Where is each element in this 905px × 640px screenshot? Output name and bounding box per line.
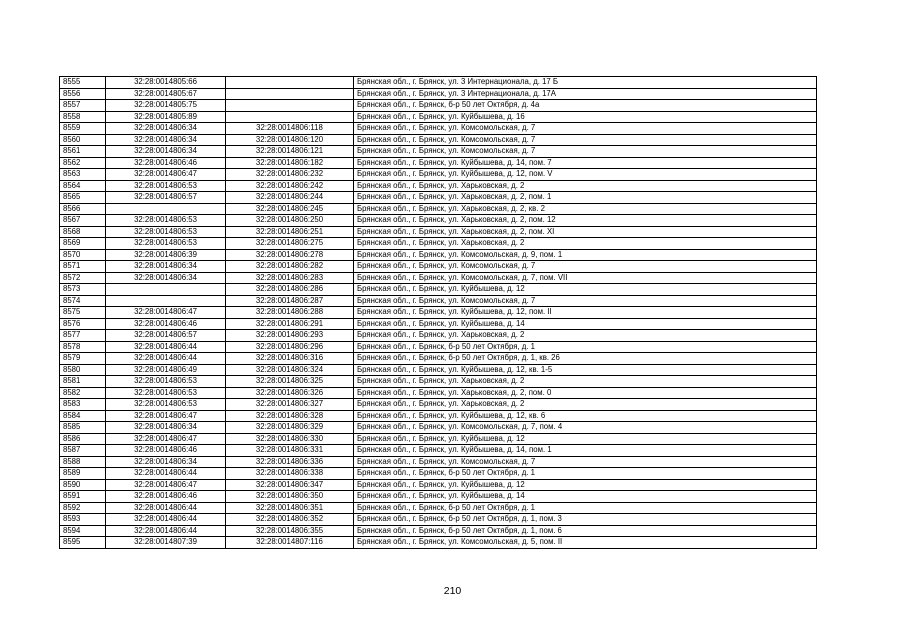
land-plot-cadastral-cell	[106, 203, 226, 215]
address-cell: Брянская обл., г. Брянск, ул. Харьковская, д. 2, пом. 1	[354, 192, 817, 204]
address-cell: Брянская обл., г. Брянск, ул. Комсомольская, д. 7	[354, 261, 817, 273]
row-number-cell: 8577	[60, 330, 106, 342]
land-plot-cadastral-cell: 32:28:0014806:44	[106, 468, 226, 480]
address-cell: Брянская обл., г. Брянск, ул. Комсомольская, д. 7	[354, 456, 817, 468]
object-cadastral-cell: 32:28:0014806:288	[226, 307, 354, 319]
object-cadastral-cell: 32:28:0014806:326	[226, 387, 354, 399]
address-cell: Брянская обл., г. Брянск, ул. Куйбышева, д. 12, пом. II	[354, 307, 817, 319]
object-cadastral-cell: 32:28:0014806:336	[226, 456, 354, 468]
row-number-cell: 8563	[60, 169, 106, 181]
row-number-cell: 8555	[60, 77, 106, 89]
object-cadastral-cell: 32:28:0014806:355	[226, 525, 354, 537]
row-number-cell: 8593	[60, 514, 106, 526]
table-row	[60, 318, 817, 330]
address-cell: Брянская обл., г. Брянск, ул. Куйбышева, д. 12	[354, 433, 817, 445]
table-row	[60, 88, 817, 100]
row-number-cell: 8583	[60, 399, 106, 411]
row-number-cell: 8556	[60, 88, 106, 100]
land-plot-cadastral-cell: 32:28:0014806:44	[106, 353, 226, 365]
table-row	[60, 410, 817, 422]
land-plot-cadastral-cell: 32:28:0014806:46	[106, 318, 226, 330]
table-row	[60, 341, 817, 353]
table-row	[60, 249, 817, 261]
address-cell: Брянская обл., г. Брянск, ул. Харьковская, д. 2	[354, 238, 817, 250]
land-plot-cadastral-cell: 32:28:0014806:34	[106, 134, 226, 146]
land-plot-cadastral-cell: 32:28:0014806:46	[106, 445, 226, 457]
row-number-cell: 8580	[60, 364, 106, 376]
table-row	[60, 330, 817, 342]
row-number-cell: 8560	[60, 134, 106, 146]
object-cadastral-cell: 32:28:0014806:282	[226, 261, 354, 273]
row-number-cell: 8559	[60, 123, 106, 135]
land-plot-cadastral-cell: 32:28:0014806:34	[106, 456, 226, 468]
land-plot-cadastral-cell: 32:28:0014806:47	[106, 307, 226, 319]
land-plot-cadastral-cell: 32:28:0014806:44	[106, 514, 226, 526]
row-number-cell: 8567	[60, 215, 106, 227]
address-cell: Брянская обл., г. Брянск, ул. Куйбышева, д. 12, пом. V	[354, 169, 817, 181]
row-number-cell: 8574	[60, 295, 106, 307]
object-cadastral-cell: 32:28:0014806:251	[226, 226, 354, 238]
table-row	[60, 468, 817, 480]
row-number-cell: 8592	[60, 502, 106, 514]
table-row	[60, 123, 817, 135]
address-cell: Брянская обл., г. Брянск, ул. Харьковская, д. 2, пом. 0	[354, 387, 817, 399]
address-cell: Брянская обл., г. Брянск, б-р 50 лет Октября, д. 1	[354, 341, 817, 353]
registry-table	[59, 76, 817, 549]
object-cadastral-cell	[226, 111, 354, 123]
address-cell: Брянская обл., г. Брянск, ул. Комсомольская, д. 7	[354, 123, 817, 135]
object-cadastral-cell: 32:28:0014806:120	[226, 134, 354, 146]
row-number-cell: 8584	[60, 410, 106, 422]
row-number-cell: 8579	[60, 353, 106, 365]
row-number-cell: 8564	[60, 180, 106, 192]
row-number-cell: 8594	[60, 525, 106, 537]
row-number-cell: 8565	[60, 192, 106, 204]
address-cell: Брянская обл., г. Брянск, ул. Комсомольская, д. 7	[354, 134, 817, 146]
table-row	[60, 203, 817, 215]
land-plot-cadastral-cell: 32:28:0014806:34	[106, 261, 226, 273]
object-cadastral-cell: 32:28:0014806:283	[226, 272, 354, 284]
table-row	[60, 134, 817, 146]
land-plot-cadastral-cell: 32:28:0014806:44	[106, 502, 226, 514]
address-cell: Брянская обл., г. Брянск, ул. Куйбышева, д. 14	[354, 491, 817, 503]
land-plot-cadastral-cell: 32:28:0014807:39	[106, 537, 226, 549]
table-row	[60, 261, 817, 273]
object-cadastral-cell: 32:28:0014806:245	[226, 203, 354, 215]
address-cell: Брянская обл., г. Брянск, ул. Куйбышева, д. 14, пом. 7	[354, 157, 817, 169]
row-number-cell: 8595	[60, 537, 106, 549]
row-number-cell: 8582	[60, 387, 106, 399]
row-number-cell: 8578	[60, 341, 106, 353]
table-row	[60, 77, 817, 89]
land-plot-cadastral-cell: 32:28:0014806:47	[106, 479, 226, 491]
object-cadastral-cell: 32:28:0014806:278	[226, 249, 354, 261]
land-plot-cadastral-cell: 32:28:0014805:66	[106, 77, 226, 89]
address-cell: Брянская обл., г. Брянск, ул. Куйбышева, д. 12, кв. 6	[354, 410, 817, 422]
table-row	[60, 514, 817, 526]
object-cadastral-cell: 32:28:0014806:324	[226, 364, 354, 376]
address-cell: Брянская обл., г. Брянск, б-р 50 лет Октября, д. 1	[354, 468, 817, 480]
object-cadastral-cell: 32:28:0014806:347	[226, 479, 354, 491]
address-cell: Брянская обл., г. Брянск, ул. Комсомольская, д. 7, пом. 4	[354, 422, 817, 434]
land-plot-cadastral-cell: 32:28:0014806:44	[106, 341, 226, 353]
land-plot-cadastral-cell: 32:28:0014806:34	[106, 146, 226, 158]
row-number-cell: 8573	[60, 284, 106, 296]
land-plot-cadastral-cell: 32:28:0014806:44	[106, 525, 226, 537]
land-plot-cadastral-cell: 32:28:0014806:53	[106, 387, 226, 399]
object-cadastral-cell	[226, 88, 354, 100]
object-cadastral-cell: 32:28:0014806:296	[226, 341, 354, 353]
table-row	[60, 353, 817, 365]
object-cadastral-cell: 32:28:0014806:351	[226, 502, 354, 514]
object-cadastral-cell: 32:28:0014806:250	[226, 215, 354, 227]
row-number-cell: 8570	[60, 249, 106, 261]
land-plot-cadastral-cell: 32:28:0014806:39	[106, 249, 226, 261]
row-number-cell: 8588	[60, 456, 106, 468]
address-cell: Брянская обл., г. Брянск, б-р 50 лет Октября, д. 1, пом. 3	[354, 514, 817, 526]
row-number-cell: 8591	[60, 491, 106, 503]
table-row	[60, 502, 817, 514]
row-number-cell: 8587	[60, 445, 106, 457]
object-cadastral-cell: 32:28:0014806:182	[226, 157, 354, 169]
table-row	[60, 307, 817, 319]
land-plot-cadastral-cell: 32:28:0014806:53	[106, 180, 226, 192]
object-cadastral-cell: 32:28:0014806:330	[226, 433, 354, 445]
table-row	[60, 295, 817, 307]
object-cadastral-cell: 32:28:0014806:328	[226, 410, 354, 422]
object-cadastral-cell: 32:28:0014806:316	[226, 353, 354, 365]
row-number-cell: 8566	[60, 203, 106, 215]
object-cadastral-cell: 32:28:0014806:242	[226, 180, 354, 192]
land-plot-cadastral-cell: 32:28:0014806:47	[106, 410, 226, 422]
table-row	[60, 479, 817, 491]
land-plot-cadastral-cell: 32:28:0014806:46	[106, 491, 226, 503]
address-cell: Брянская обл., г. Брянск, ул. Харьковская, д. 2, кв. 2	[354, 203, 817, 215]
address-cell: Брянская обл., г. Брянск, ул. Куйбышева, д. 14	[354, 318, 817, 330]
land-plot-cadastral-cell: 32:28:0014806:53	[106, 399, 226, 411]
land-plot-cadastral-cell: 32:28:0014806:53	[106, 226, 226, 238]
land-plot-cadastral-cell: 32:28:0014806:49	[106, 364, 226, 376]
row-number-cell: 8561	[60, 146, 106, 158]
row-number-cell: 8562	[60, 157, 106, 169]
page-number: 210	[443, 585, 462, 597]
object-cadastral-cell: 32:28:0014806:232	[226, 169, 354, 181]
address-cell: Брянская обл., г. Брянск, ул. Куйбышева, д. 12	[354, 479, 817, 491]
land-plot-cadastral-cell: 32:28:0014806:53	[106, 376, 226, 388]
row-number-cell: 8590	[60, 479, 106, 491]
object-cadastral-cell: 32:28:0014806:287	[226, 295, 354, 307]
land-plot-cadastral-cell: 32:28:0014806:46	[106, 157, 226, 169]
land-plot-cadastral-cell	[106, 295, 226, 307]
land-plot-cadastral-cell: 32:28:0014806:34	[106, 272, 226, 284]
table-row	[60, 284, 817, 296]
land-plot-cadastral-cell: 32:28:0014806:47	[106, 433, 226, 445]
land-plot-cadastral-cell: 32:28:0014806:57	[106, 330, 226, 342]
land-plot-cadastral-cell: 32:28:0014806:34	[106, 123, 226, 135]
table-row	[60, 525, 817, 537]
object-cadastral-cell: 32:28:0014806:121	[226, 146, 354, 158]
address-cell: Брянская обл., г. Брянск, ул. Куйбышева, д. 12	[354, 284, 817, 296]
address-cell: Брянская обл., г. Брянск, б-р 50 лет Октября, д. 1, пом. 6	[354, 525, 817, 537]
row-number-cell: 8572	[60, 272, 106, 284]
table-row	[60, 157, 817, 169]
address-cell: Брянская обл., г. Брянск, б-р 50 лет Октября, д. 1, кв. 26	[354, 353, 817, 365]
table-row	[60, 376, 817, 388]
table-row	[60, 537, 817, 549]
table-row	[60, 456, 817, 468]
address-cell: Брянская обл., г. Брянск, ул. Комсомольская, д. 7	[354, 295, 817, 307]
object-cadastral-cell: 32:28:0014806:291	[226, 318, 354, 330]
address-cell: Брянская обл., г. Брянск, ул. Харьковская, д. 2, пом. XI	[354, 226, 817, 238]
land-plot-cadastral-cell: 32:28:0014806:47	[106, 169, 226, 181]
land-plot-cadastral-cell: 32:28:0014806:57	[106, 192, 226, 204]
object-cadastral-cell: 32:28:0014806:244	[226, 192, 354, 204]
address-cell: Брянская обл., г. Брянск, ул. Харьковская, д. 2	[354, 330, 817, 342]
land-plot-cadastral-cell	[106, 284, 226, 296]
land-plot-cadastral-cell: 32:28:0014806:53	[106, 215, 226, 227]
table-row	[60, 192, 817, 204]
row-number-cell: 8576	[60, 318, 106, 330]
table-row	[60, 422, 817, 434]
row-number-cell: 8558	[60, 111, 106, 123]
address-cell: Брянская обл., г. Брянск, б-р 50 лет Октября, д. 4а	[354, 100, 817, 112]
object-cadastral-cell: 32:28:0014806:338	[226, 468, 354, 480]
address-cell: Брянская обл., г. Брянск, ул. Комсомольская, д. 5, пом. II	[354, 537, 817, 549]
table-row	[60, 180, 817, 192]
table-row	[60, 100, 817, 112]
table-row	[60, 146, 817, 158]
table-row	[60, 111, 817, 123]
object-cadastral-cell: 32:28:0014806:275	[226, 238, 354, 250]
row-number-cell: 8575	[60, 307, 106, 319]
object-cadastral-cell: 32:28:0014806:350	[226, 491, 354, 503]
address-cell: Брянская обл., г. Брянск, б-р 50 лет Октября, д. 1	[354, 502, 817, 514]
table-row	[60, 387, 817, 399]
address-cell: Брянская обл., г. Брянск, ул. Комсомольская, д. 7, пом. VII	[354, 272, 817, 284]
row-number-cell: 8585	[60, 422, 106, 434]
row-number-cell: 8568	[60, 226, 106, 238]
table-row	[60, 272, 817, 284]
row-number-cell: 8586	[60, 433, 106, 445]
table-row	[60, 215, 817, 227]
object-cadastral-cell	[226, 77, 354, 89]
land-plot-cadastral-cell: 32:28:0014805:67	[106, 88, 226, 100]
land-plot-cadastral-cell: 32:28:0014805:75	[106, 100, 226, 112]
address-cell: Брянская обл., г. Брянск, ул. Харьковская, д. 2	[354, 399, 817, 411]
address-cell: Брянская обл., г. Брянск, ул. Харьковская, д. 2, пом. 12	[354, 215, 817, 227]
address-cell: Брянская обл., г. Брянск, ул. 3 Интернационала, д. 17А	[354, 88, 817, 100]
table-row	[60, 491, 817, 503]
table-row	[60, 169, 817, 181]
table-row	[60, 226, 817, 238]
row-number-cell: 8569	[60, 238, 106, 250]
registry-table-body	[60, 77, 817, 549]
object-cadastral-cell: 32:28:0014806:286	[226, 284, 354, 296]
row-number-cell: 8571	[60, 261, 106, 273]
object-cadastral-cell: 32:28:0014806:325	[226, 376, 354, 388]
object-cadastral-cell: 32:28:0014806:118	[226, 123, 354, 135]
address-cell: Брянская обл., г. Брянск, ул. 3 Интернационала, д. 17 Б	[354, 77, 817, 89]
table-row	[60, 433, 817, 445]
table-row	[60, 445, 817, 457]
address-cell: Брянская обл., г. Брянск, ул. Комсомольская, д. 9, пом. 1	[354, 249, 817, 261]
address-cell: Брянская обл., г. Брянск, ул. Харьковская, д. 2	[354, 180, 817, 192]
land-plot-cadastral-cell: 32:28:0014805:89	[106, 111, 226, 123]
address-cell: Брянская обл., г. Брянск, ул. Куйбышева, д. 14, пом. 1	[354, 445, 817, 457]
object-cadastral-cell	[226, 100, 354, 112]
address-cell: Брянская обл., г. Брянск, ул. Куйбышева, д. 12, кв. 1-5	[354, 364, 817, 376]
table-row	[60, 364, 817, 376]
address-cell: Брянская обл., г. Брянск, ул. Куйбышева, д. 16	[354, 111, 817, 123]
address-cell: Брянская обл., г. Брянск, ул. Комсомольская, д. 7	[354, 146, 817, 158]
table-row	[60, 399, 817, 411]
land-plot-cadastral-cell: 32:28:0014806:34	[106, 422, 226, 434]
land-plot-cadastral-cell: 32:28:0014806:53	[106, 238, 226, 250]
object-cadastral-cell: 32:28:0014806:352	[226, 514, 354, 526]
row-number-cell: 8581	[60, 376, 106, 388]
object-cadastral-cell: 32:28:0014806:331	[226, 445, 354, 457]
object-cadastral-cell: 32:28:0014806:327	[226, 399, 354, 411]
address-cell: Брянская обл., г. Брянск, ул. Харьковская, д. 2	[354, 376, 817, 388]
object-cadastral-cell: 32:28:0014807:116	[226, 537, 354, 549]
object-cadastral-cell: 32:28:0014806:329	[226, 422, 354, 434]
table-row	[60, 238, 817, 250]
object-cadastral-cell: 32:28:0014806:293	[226, 330, 354, 342]
row-number-cell: 8589	[60, 468, 106, 480]
row-number-cell: 8557	[60, 100, 106, 112]
